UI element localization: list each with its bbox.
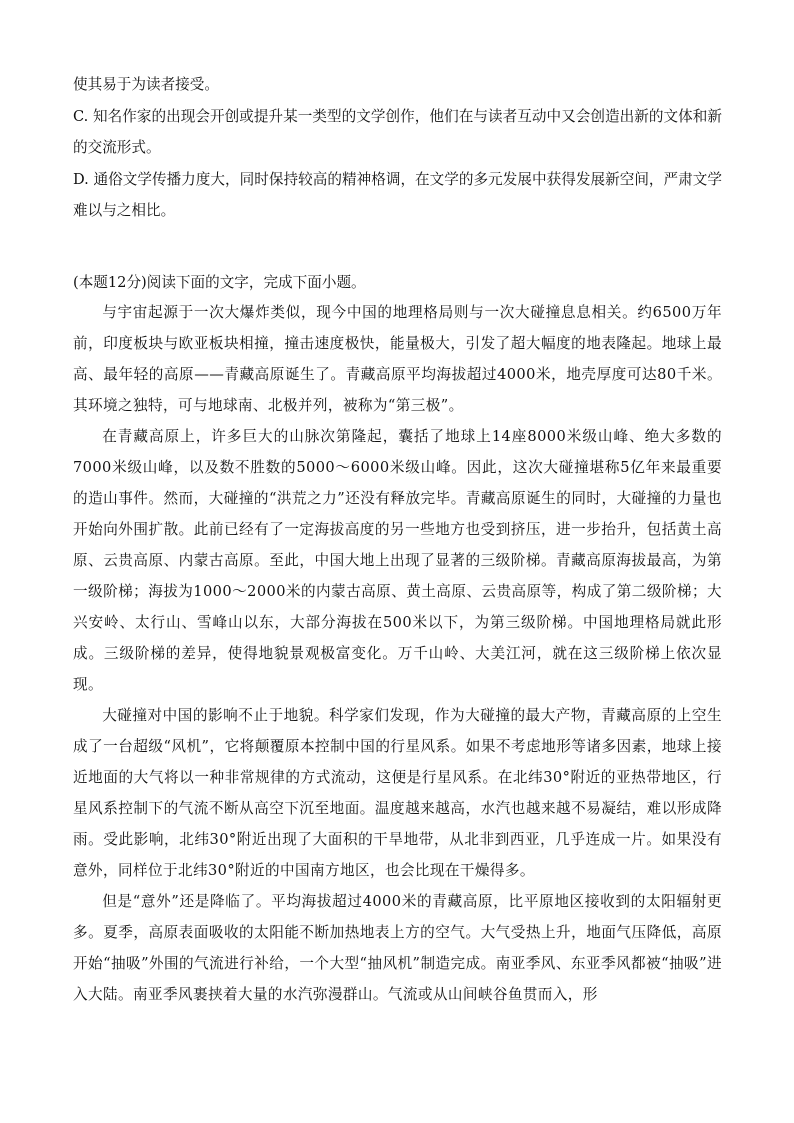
- reading-question: [73, 268, 722, 1010]
- passage-paragraph-2: 在青藏高原上，许多巨大的山脉次第隆起，囊括了地球上14座8000米级山峰、绝大多数的7000米级山峰，以及数不胜数的5000～6000米级山峰。因此，这次大碰撞堪称5亿年来最重要的造山事件。然而，大碰撞的“洪荒之力”还没有释放完毕。青藏高原诞生的同时，大碰撞的力量也开始向外围扩散。此前已经有了一定海拔高度的另一些地方也受到挤压，进一步抬升，包括黄土高原、云贵高原、内蒙古高原。至此，中国大地上出现了显著的三级阶梯。青藏高原海拔最高，为第一级阶梯；海拔为1000～2000米的内蒙古高原、黄土高原、云贵高原等，构成了第二级阶梯；大兴安岭、太行山、雪峰山以东，大部分海拔在500米以下，为第三级阶梯。中国地理格局就此形成。三级阶梯的差异，使得地貌景观极富变化。万千山岭、大美江河，就在这三级阶梯上依次显现。: [73, 427, 722, 693]
- reading-passage: [73, 297, 722, 1010]
- option-b-continuation: 使其易于为读者接受。: [73, 76, 219, 93]
- option-c: C. 知名作家的出现会开创或提升某一类型的文学创作，他们在与读者互动中又会创造出新的文体和新的交流形式。: [73, 107, 722, 156]
- passage-paragraph-4: 但是“意外”还是降临了。平均海拔超过4000米的青藏高原，比平原地区接收到的太阳辐射更多。夏季，高原表面吸收的太阳能不断加热地表上方的空气。大气受热上升，地面气压降低，高原开始“抽吸”外围的气流进行补给，一个大型“抽风机”制造完成。南亚季风、东亚季风都被“抽吸”进入大陆。南亚季风裹挟着大量的水汽弥漫群山。气流或从山间峡谷鱼贯而入，形: [73, 892, 722, 1003]
- answer-options-tail: [73, 69, 722, 227]
- section-spacer: [73, 227, 722, 266]
- passage-paragraph-1: 与宇宙起源于一次大爆炸类似，现今中国的地理格局则与一次大碰撞息息相关。约6500万年前，印度板块与欧亚板块相撞，撞击速度极快，能量极大，引发了超大幅度的地表隆起。地球上最高、最年轻的高原——青藏高原诞生了。青藏高原平均海拔超过4000米，地壳厚度可达80千米。其环境之独特，可与地球南、北极并列，被称为“第三极”。: [73, 303, 722, 414]
- option-d: D. 通俗文学传播力度大，同时保持较高的精神格调，在文学的多元发展中获得发展新空间，严肃文学难以与之相比。: [73, 170, 722, 219]
- passage-paragraph-3: 大碰撞对中国的影响不止于地貌。科学家们发现，作为大碰撞的最大产物，青藏高原的上空生成了一台超级“风机”，它将颠覆原本控制中国的行星风系。如果不考虑地形等诸多因素，地球上接近地面的大气将以一种非常规律的方式流动，这便是行星风系。在北纬30°附近的亚热带地区，行星风系控制下的气流不断从高空下沉至地面。温度越来越高，水汽也越来越不易凝结，难以形成降雨。受此影响，北纬30°附近出现了大面积的干旱地带，从北非到西亚，几乎连成一片。如果没有意外，同样位于北纬30°附近的中国南方地区，也会比现在干燥得多。: [73, 706, 722, 879]
- question-intro: (本题12分)阅读下面的文字，完成下面小题。: [73, 273, 366, 291]
